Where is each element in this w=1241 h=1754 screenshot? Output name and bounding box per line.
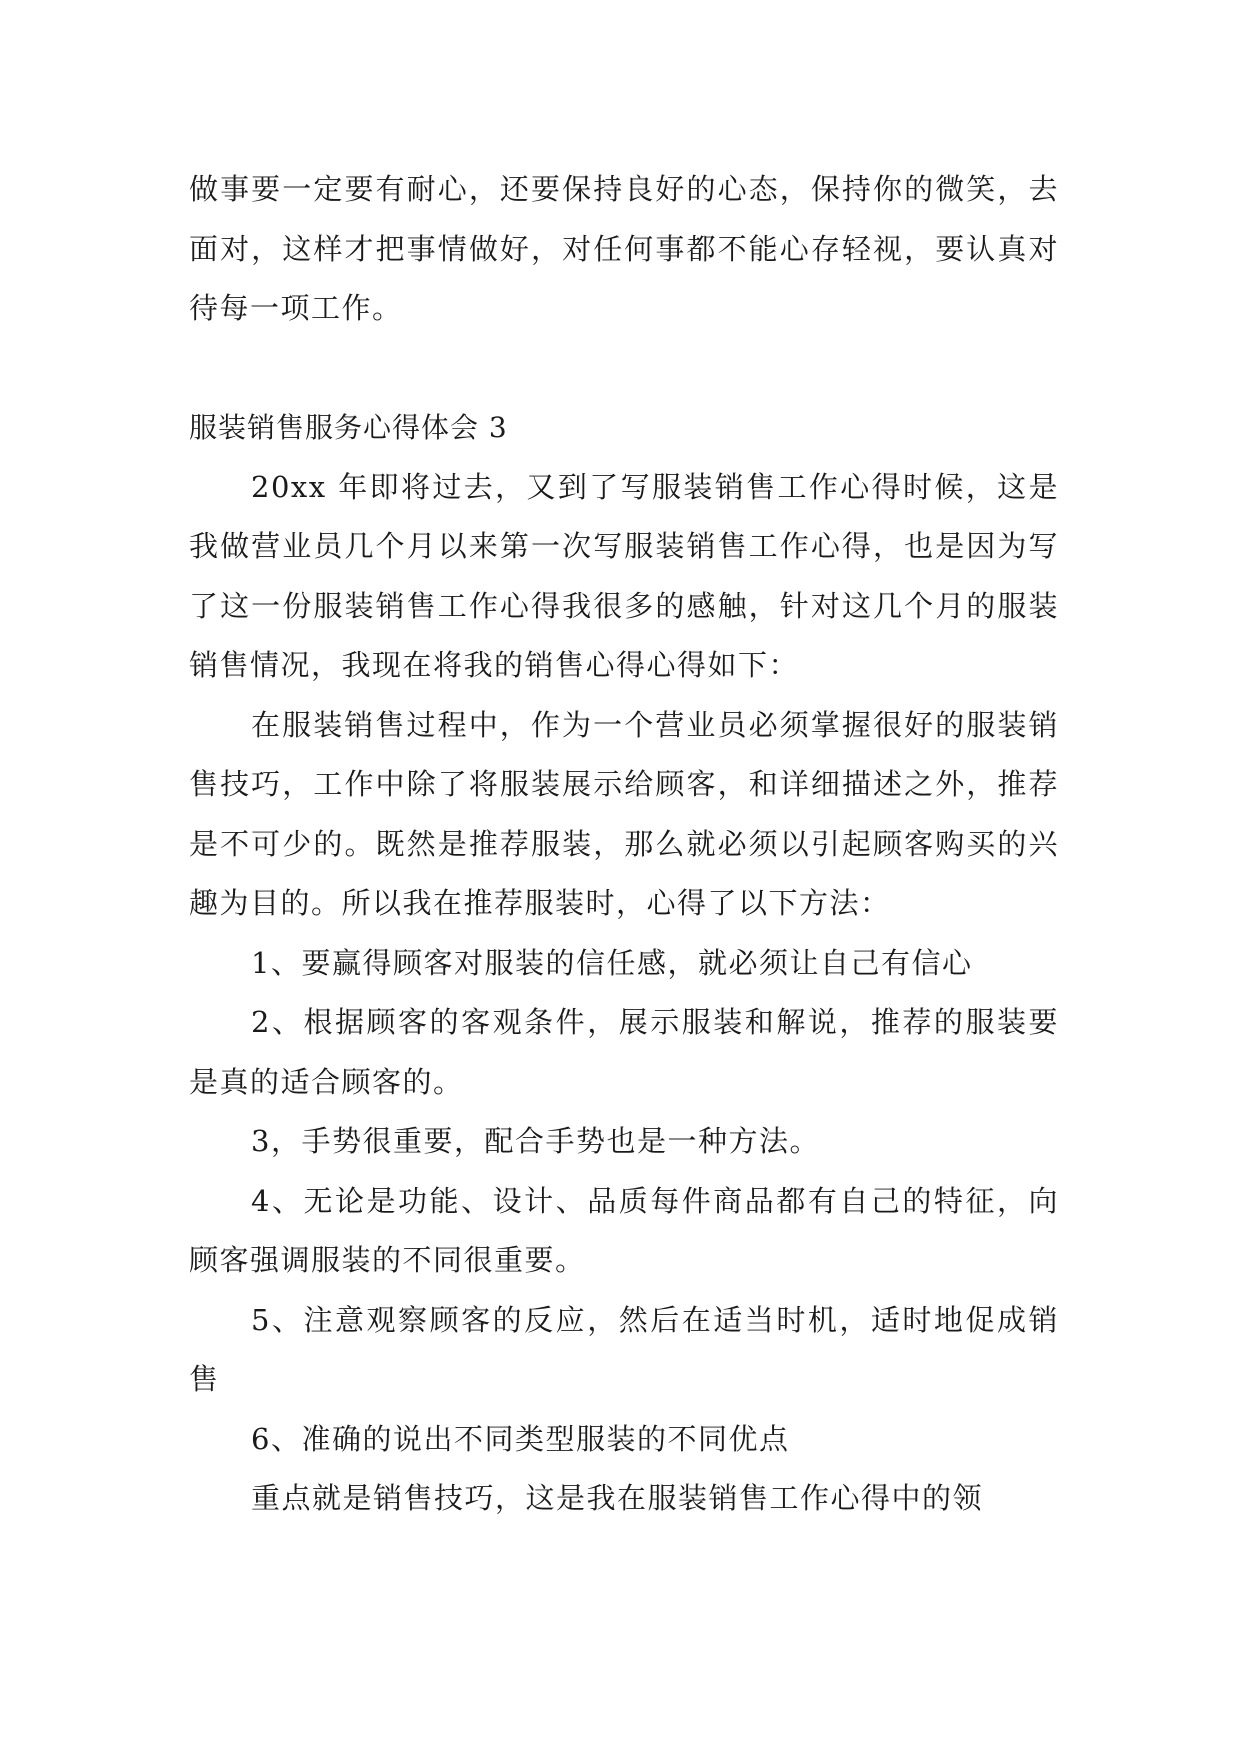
- paragraph-closing: 重点就是销售技巧，这是我在服装销售工作心得中的领: [251, 1481, 984, 1515]
- section-title: 服装销售服务心得体会 3: [189, 411, 508, 444]
- list-item-3: 3，手势很重要，配合手势也是一种方法。: [251, 1124, 820, 1158]
- paragraph-spacer: [189, 339, 1059, 399]
- list-item-1: 1、要赢得顾客对服装的信任感，就必须让自己有信心: [251, 945, 973, 980]
- intro-paragraph: 做事要一定要有耐心，还要保持良好的心态，保持你的微笑，去面对，这样才把事情做好，对任何事都不能心存轻视，要认真对待每一项工作。: [189, 172, 1059, 325]
- list-item-2: 2、根据顾客的客观条件，展示服装和解说，推荐的服装要是真的适合顾客的。: [189, 1005, 1059, 1099]
- list-item-5: 5、注意观察顾客的反应，然后在适当时机，适时地促成销售: [189, 1302, 1059, 1396]
- document-body: [189, 160, 1059, 1529]
- list-item-4: 4、无论是功能、设计、品质每件商品都有自己的特征，向顾客强调服装的不同很重要。: [189, 1183, 1059, 1277]
- paragraph-method-intro: 在服装销售过程中，作为一个营业员必须掌握很好的服装销售技巧，工作中除了将服装展示给顾客，和详细描述之外，推荐是不可少的。既然是推荐服装，那么就必须以引起顾客购买的兴趣为目的。所以我在推荐服装时，心得了以下方法：: [189, 707, 1059, 920]
- list-item-6: 6、准确的说出不同类型服装的不同优点: [251, 1421, 790, 1456]
- paragraph-opening: 20xx 年即将过去，又到了写服装销售工作心得时候，这是我做营业员几个月以来第一次写服装销售工作心得，也是因为写了这一份服装销售工作心得我很多的感触，针对这几个月的服装销售情况，我现在将我的销售心得心得如下：: [189, 469, 1059, 682]
